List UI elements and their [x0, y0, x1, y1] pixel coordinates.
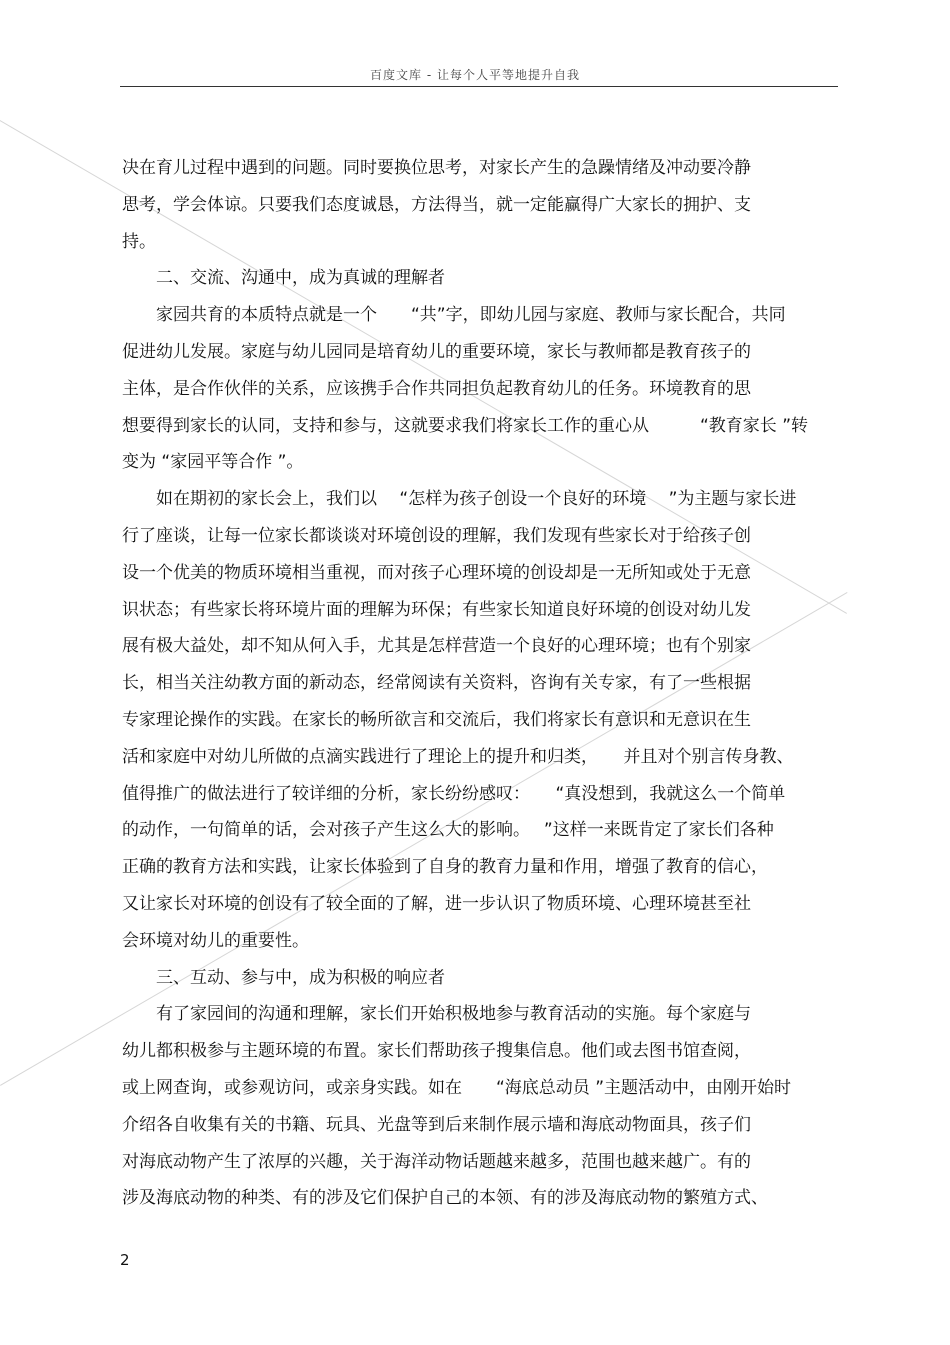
- text-line: 三、互动、参与中，成为积极的响应者: [122, 967, 445, 988]
- text-line: 如在期初的家长会上，我们以 “怎样为孩子创设一个良好的环境 ”为主题与家长进: [122, 489, 797, 510]
- text-line: 设一个优美的物质环境相当重视，而对孩子心理环境的创设却是一无所知或处于无意: [122, 562, 751, 583]
- text-line: 的动作，一句简单的话，会对孩子产生这么大的影响。 ”这样一来既肯定了家长们各种: [122, 820, 774, 841]
- text-line: 有了家园间的沟通和理解，家长们开始积极地参与教育活动的实施。每个家庭与: [122, 1004, 751, 1025]
- header-rule: [120, 86, 838, 87]
- text-line: 长，相当关注幼教方面的新动态，经常阅读有关资料，咨询有关专家，有了一些根据: [122, 673, 751, 694]
- text-line: 专家理论操作的实践。在家长的畅所欲言和交流后，我们将家长有意识和无意识在生: [122, 709, 751, 730]
- page-header: 百度文库 - 让每个人平等地提升自我: [370, 68, 580, 82]
- text-line: 促进幼儿发展。家庭与幼儿园同是培育幼儿的重要环境，家长与教师都是教育孩子的: [122, 341, 751, 362]
- text-line: 值得推广的做法进行了较详细的分析，家长纷纷感叹： “真没想到，我就这么一个简单: [122, 783, 786, 804]
- text-line: 思考，学会体谅。只要我们态度诚恳，方法得当，就一定能赢得广大家长的拥护、支: [122, 194, 751, 215]
- text-line: 变为 “家园平等合作 ”。: [122, 452, 304, 473]
- text-line: 想要得到家长的认同，支持和参与，这就要求我们将家长工作的重心从 “教育家长 ”转: [122, 415, 809, 436]
- text-line: 介绍各自收集有关的书籍、玩具、光盘等到后来制作展示墙和海底动物面具，孩子们: [122, 1114, 751, 1135]
- text-line: 涉及海底动物的种类、有的涉及它们保护自己的本领、有的涉及海底动物的繁殖方式、: [122, 1188, 768, 1209]
- document-body: [122, 150, 838, 1217]
- text-line: 正确的教育方法和实践，让家长体验到了自身的教育力量和作用，增强了教育的信心，: [122, 857, 768, 878]
- text-line: 二、交流、沟通中，成为真诚的理解者: [122, 268, 445, 289]
- text-line: 或上网查询，或参观访问，或亲身实践。如在 “海底总动员 ”主题活动中，由刚开始时: [122, 1077, 792, 1098]
- text-line: 家园共育的本质特点就是一个 “共”字，即幼儿园与家庭、教师与家长配合，共同: [122, 305, 786, 326]
- text-line: 持。: [122, 231, 156, 252]
- text-line: 幼儿都积极参与主题环境的布置。家长们帮助孩子搜集信息。他们或去图书馆查阅，: [122, 1041, 751, 1062]
- text-line: 对海底动物产生了浓厚的兴趣，关于海洋动物话题越来越多，范围也越来越广。有的: [122, 1151, 751, 1172]
- text-line: 会环境对幼儿的重要性。: [122, 930, 309, 951]
- text-line: 展有极大益处，却不知从何入手，尤其是怎样营造一个良好的心理环境；也有个别家: [122, 636, 751, 657]
- text-line: 识状态；有些家长将环境片面的理解为环保；有些家长知道良好环境的创设对幼儿发: [122, 599, 751, 620]
- text-line: 又让家长对环境的创设有了较全面的了解，进一步认识了物质环境、心理环境甚至社: [122, 893, 751, 914]
- text-line: 主体，是合作伙伴的关系，应该携手合作共同担负起教育幼儿的任务。环境教育的思: [122, 378, 751, 399]
- text-line: 决在育儿过程中遇到的问题。同时要换位思考，对家长产生的急躁情绪及冲动要冷静: [122, 158, 751, 178]
- page-number: 2: [120, 1251, 130, 1269]
- text-line: 行了座谈，让每一位家长都谈谈对环境创设的理解，我们发现有些家长对于给孩子创: [122, 525, 751, 546]
- text-line: 活和家庭中对幼儿所做的点滴实践进行了理论上的提升和归类， 并且对个别言传身教、: [122, 746, 794, 767]
